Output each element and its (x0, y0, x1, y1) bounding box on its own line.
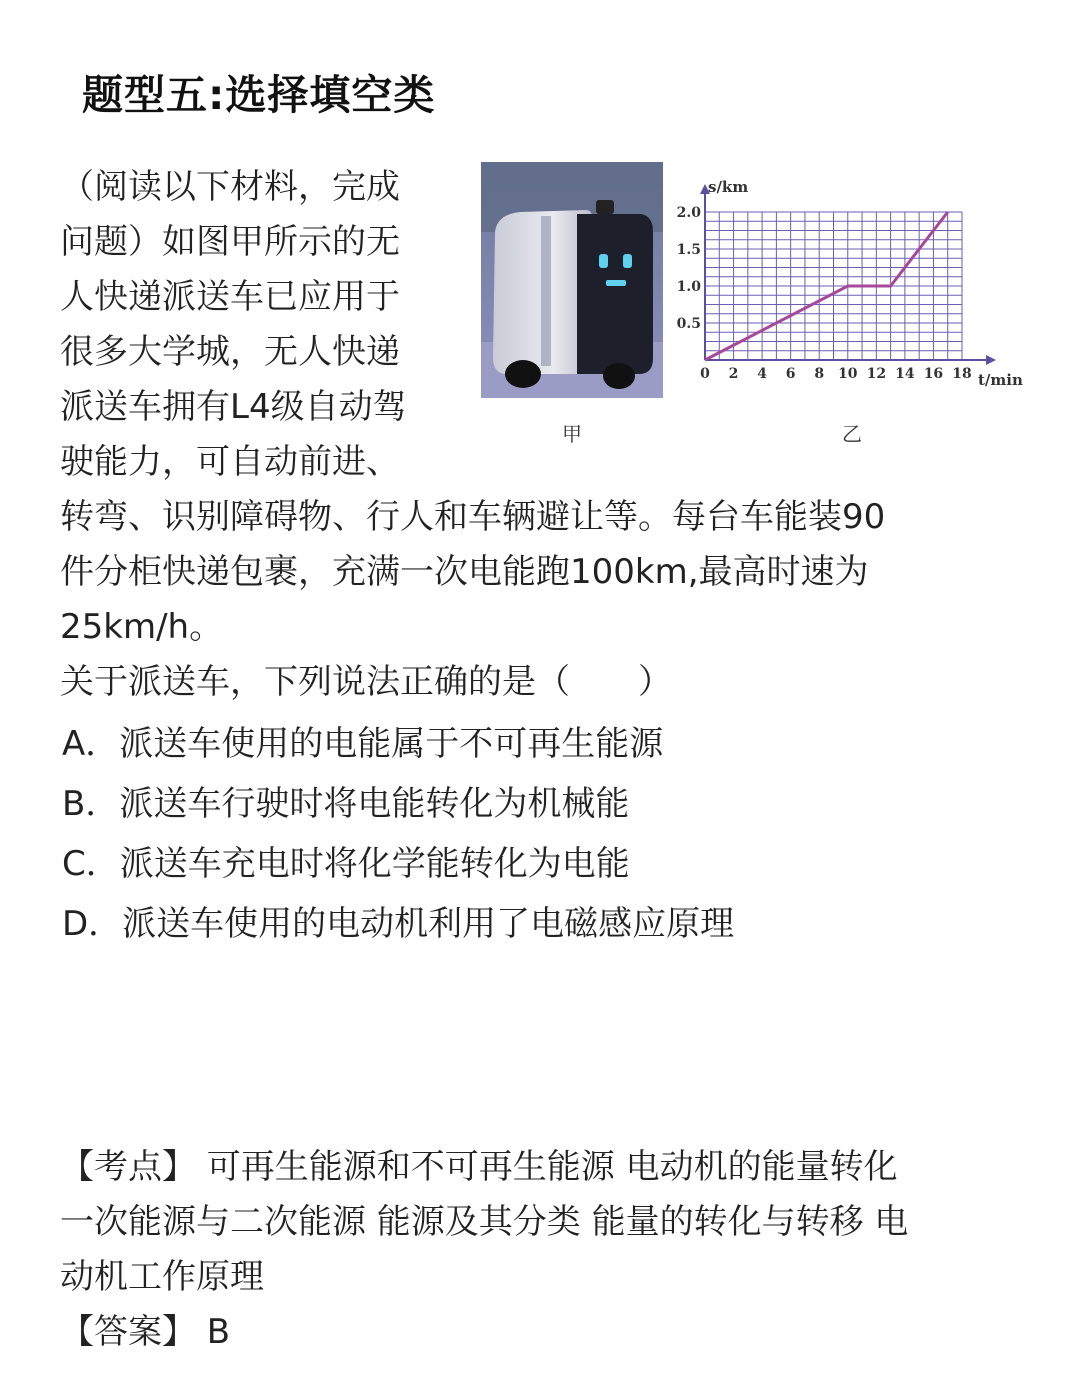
material-full-line: 转弯、识别障碍物、行人和车辆避让等。每台车能装90 (60, 497, 886, 537)
chart-caption: 乙 (842, 422, 862, 446)
material-line: 派送车拥有L4级自动驾 (60, 387, 407, 427)
material-text-wide (60, 490, 885, 710)
option-d[interactable]: D．派送车使用的电动机利用了电磁感应原理 (62, 904, 735, 944)
x-tick-label: 16 (923, 366, 944, 382)
question-stem: 关于派送车，下列说法正确的是（ ） (60, 662, 672, 702)
photo-caption: 甲 (562, 422, 582, 446)
x-tick-label: 18 (952, 366, 972, 382)
option-a[interactable]: A．派送车使用的电能属于不可再生能源 (62, 724, 664, 764)
material-text-narrow (60, 160, 460, 490)
y-tick-label: 0.5 (676, 316, 701, 332)
y-tick-label: 2.0 (676, 205, 701, 221)
x-axis-label: t/min (978, 371, 1023, 389)
material-line: 人快递派送车已应用于 (60, 277, 400, 317)
x-tick-label: 12 (866, 366, 887, 382)
option-c[interactable]: C．派送车充电时将化学能转化为电能 (62, 844, 630, 884)
x-tick-label: 2 (728, 366, 739, 382)
material-full-line: 件分柜快递包裹，充满一次电能跑100km,最高时速为 (60, 552, 869, 592)
x-tick-label: 8 (814, 366, 825, 382)
question-heading: 题型五:选择填空类 (82, 71, 436, 119)
answer-line: 【答案】 B (60, 1312, 231, 1352)
x-axis-arrow (986, 355, 996, 365)
x-tick-label: 0 (700, 366, 710, 382)
x-tick-label: 14 (895, 366, 915, 382)
delivery-vehicle-photo (481, 162, 663, 398)
y-tick-label: 1.5 (676, 242, 701, 258)
knowledge-line: 动机工作原理 (60, 1257, 264, 1297)
knowledge-points (60, 1140, 908, 1360)
x-tick-label: 4 (757, 366, 767, 382)
chart-ticks (677, 205, 972, 382)
material-line: 驶能力，可自动前进、 (60, 442, 400, 482)
y-tick-label: 1.0 (676, 279, 701, 295)
material-full-line: 25km/h。 (60, 607, 224, 647)
y-axis-label: s/km (708, 178, 749, 196)
material-line: 问题）如图甲所示的无 (60, 222, 400, 262)
option-b[interactable]: B．派送车行驶时将电能转化为机械能 (62, 784, 630, 824)
material-line: （阅读以下材料，完成 (60, 167, 400, 207)
knowledge-line: 【考点】 可再生能源和不可再生能源 电动机的能量转化 (60, 1147, 898, 1187)
answer-options (62, 714, 734, 954)
distance-time-chart (668, 172, 1028, 402)
x-tick-label: 10 (838, 366, 858, 382)
chart-grid (705, 212, 962, 360)
x-tick-label: 6 (785, 366, 796, 382)
knowledge-line: 一次能源与二次能源 能源及其分类 能量的转化与转移 电 (60, 1202, 909, 1242)
material-line: 很多大学城，无人快递 (60, 332, 400, 372)
